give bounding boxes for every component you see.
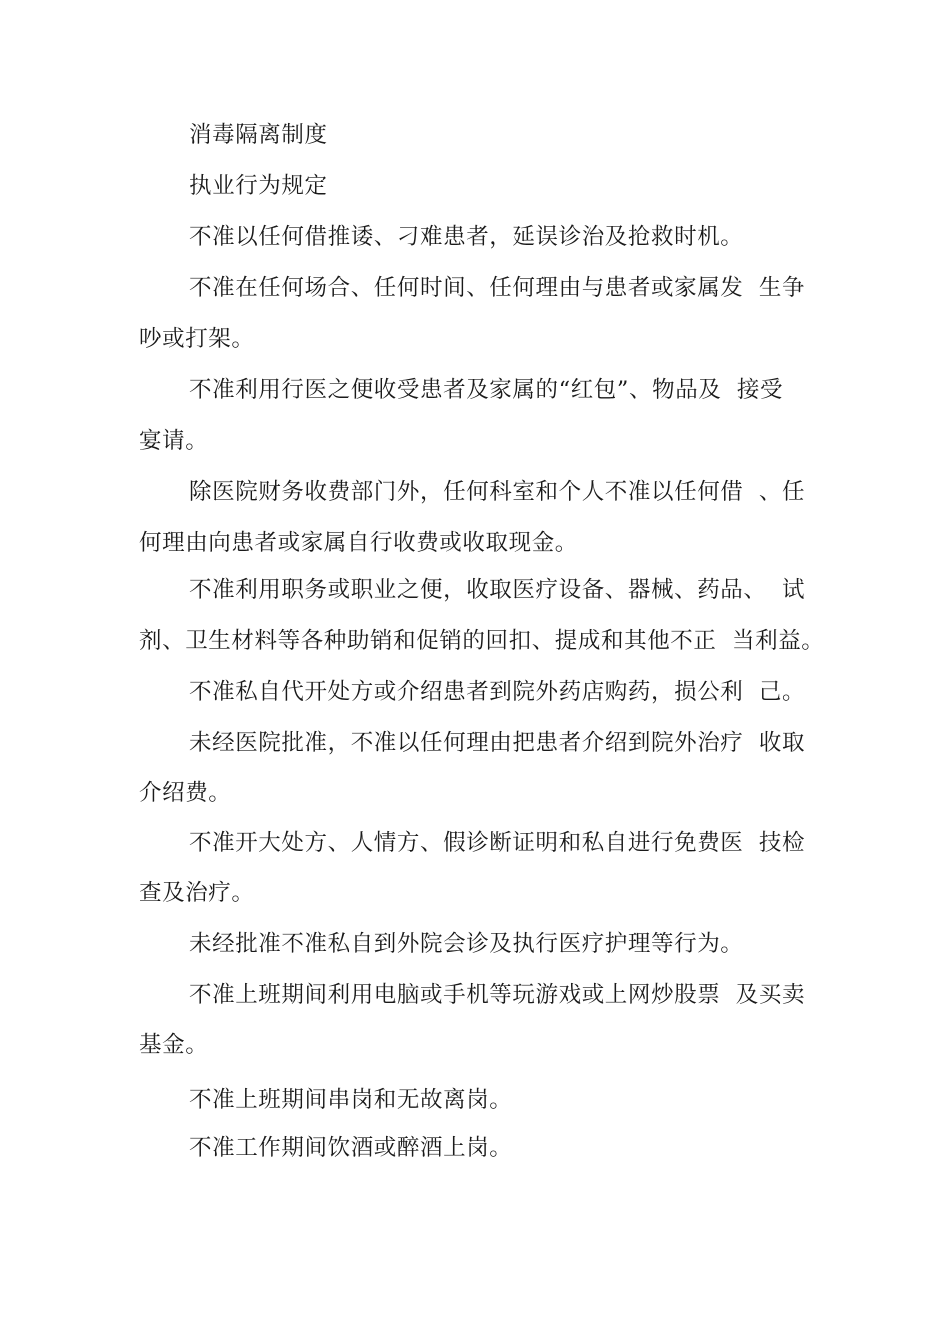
rule-line: 除医院财务收费部门外，任何科室和个人不准以任何借 、任	[189, 479, 806, 505]
rule-line-continuation: 基金。	[139, 1032, 209, 1058]
rule-line: 不准工作期间饮酒或醉酒上岗。	[189, 1135, 513, 1161]
rule-line: 不准利用行医之便收受患者及家属的“红包”、物品及 接受	[189, 377, 784, 403]
document-title: 消毒隔离制度	[189, 122, 328, 148]
rule-line: 未经批准不准私自到外院会诊及执行医疗护理等行为。	[189, 931, 744, 957]
rule-line-continuation: 查及治疗。	[139, 880, 255, 906]
rule-line: 不准上班期间利用电脑或手机等玩游戏或上网炒股票 及买卖	[189, 982, 806, 1008]
rule-line-continuation: 吵或打架。	[139, 326, 255, 352]
rule-line-continuation: 介绍费。	[139, 780, 232, 806]
rule-line: 不准在任何场合、任何时间、任何理由与患者或家属发 生争	[189, 275, 806, 301]
rule-line: 不准开大处方、人情方、假诊断证明和私自进行免费医 技检	[189, 830, 806, 856]
rule-line: 不准私自代开处方或介绍患者到院外药店购药，损公利 己。	[189, 679, 806, 705]
rule-line: 未经医院批准，不准以任何理由把患者介绍到院外治疗 收取	[189, 730, 806, 756]
rule-line-continuation: 宴请。	[139, 428, 209, 454]
rule-line-continuation: 剂、卫生材料等各种助销和促销的回扣、提成和其他不正 当利益。	[139, 628, 825, 654]
rule-line-continuation: 何理由向患者或家属自行收费或收取现金。	[139, 530, 578, 556]
document-subtitle: 执业行为规定	[189, 173, 328, 199]
rule-line: 不准上班期间串岗和无故离岗。	[189, 1087, 513, 1113]
rule-line: 不准以任何借推诿、刁难患者，延误诊治及抢救时机。	[189, 224, 744, 250]
rule-line: 不准利用职务或职业之便，收取医疗设备、器械、药品、 试	[189, 577, 806, 603]
